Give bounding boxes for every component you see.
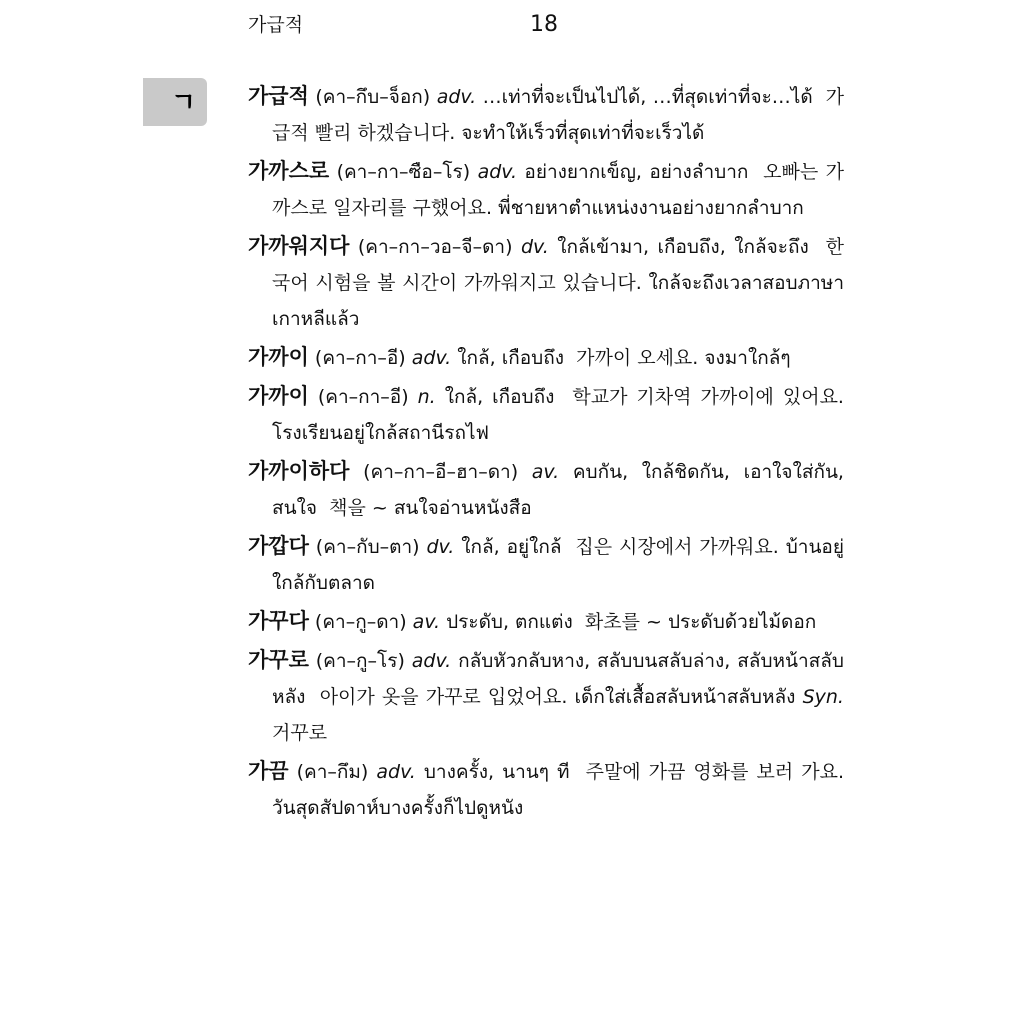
pronunciation: (คา–กา–อี) (317, 386, 409, 408)
example-sentence: 주말에 가끔 영화를 보러 가요. (585, 761, 844, 783)
part-of-speech: adv. (411, 347, 452, 369)
dictionary-entry (248, 378, 844, 451)
meaning: ใกล้, อยู่ใกล้ (461, 536, 562, 558)
headword: 가깝다 (248, 534, 309, 558)
headword: 가급적 (248, 84, 309, 108)
meaning: ประดับ, ตกแต่ง (446, 611, 573, 633)
part-of-speech: dv. (520, 236, 549, 258)
example-translation: โรงเรียนอยู่ใกล้สถานีรถไฟ (272, 422, 489, 444)
pronunciation: (คา–กู–ดา) (314, 611, 407, 633)
example-translation: วันสุดสัปดาห์บางครั้งก็ไปดูหนัง (272, 797, 524, 819)
pronunciation: (คา–กา–อี–ฮา–ดา) (363, 461, 519, 483)
synonym-word: 거꾸로 (272, 722, 328, 744)
headword: 가까스로 (248, 159, 330, 183)
pronunciation: (คา–กับ–ตา) (315, 536, 420, 558)
meaning: ใกล้, เกือบถึง (457, 347, 565, 369)
part-of-speech: adv. (411, 650, 452, 672)
pronunciation: (คา–กึม) (296, 761, 369, 783)
dictionary-entry (248, 603, 844, 640)
meaning: กลับหัวกลับหาง, สลับบนสลับล่าง, สลับหน้าสลับหลัง (272, 650, 844, 708)
dictionary-entry (248, 339, 844, 376)
pronunciation: (คา–กึบ–จ็อก) (315, 86, 431, 108)
headword: 가꾸다 (248, 609, 309, 633)
example-translation: เด็กใส่เสื้อสลับหน้าสลับหลัง (574, 686, 796, 708)
example-sentence: 아이가 옷을 가꾸로 입었어요. (319, 686, 568, 708)
part-of-speech: dv. (426, 536, 455, 558)
part-of-speech: adv. (477, 161, 518, 183)
headword: 가까이 (248, 384, 309, 408)
synonym-label: Syn. (802, 686, 844, 708)
thumb-index-letter: ㄱ (171, 88, 197, 118)
part-of-speech: av. (531, 461, 560, 483)
meaning: บางครั้ง, นานๆ ที (423, 761, 570, 783)
example-sentence: 학교가 기차역 가까이에 있어요. (572, 386, 844, 408)
meaning: อย่างยากเข็ญ, อย่างลำบาก (524, 161, 749, 183)
dictionary-entry (248, 78, 844, 151)
headword: 가끔 (248, 759, 289, 783)
example-sentence: 가급적 빨리 하겠습니다. (272, 86, 845, 144)
example-translation: ประดับด้วยไม้ดอก (667, 611, 817, 633)
dictionary-entry (248, 528, 844, 601)
example-sentence: 집은 시장에서 가까워요. (575, 536, 779, 558)
example-translation: พี่ชายหาตำแหน่งงานอย่างยากลำบาก (498, 197, 804, 219)
dictionary-entry (248, 642, 844, 751)
dictionary-entries (248, 78, 844, 828)
example-translation: สนใจอ่านหนังสือ (393, 497, 532, 519)
meaning: ใกล้เข้ามา, เกือบถึง, ใกล้จะถึง (557, 236, 809, 258)
dictionary-entry (248, 453, 844, 526)
part-of-speech: n. (417, 386, 436, 408)
example-sentence: 가까이 오세요. (576, 347, 699, 369)
example-translation: จะทำให้เร็วที่สุดเท่าที่จะเร็วได้ (461, 122, 705, 144)
example-sentence: 화초를 ~ (584, 611, 662, 633)
page-number: 18 (530, 12, 558, 37)
example-sentence: 오빠는 가까스로 일자리를 구했어요. (272, 161, 844, 219)
example-translation: จงมาใกล้ๆ (704, 347, 791, 369)
example-sentence: 책을 ~ (329, 497, 388, 519)
thumb-index-tab (143, 78, 207, 126)
headword: 가꾸로 (248, 648, 309, 672)
example-sentence: 한국어 시험을 볼 시간이 가까워지고 있습니다. (272, 236, 844, 294)
running-head: 가급적 (248, 14, 304, 36)
example-translation: บ้านอยู่ใกล้กับตลาด (272, 536, 844, 594)
dictionary-entry (248, 228, 844, 337)
pronunciation: (คา–กา–วอ–จี–ดา) (357, 236, 513, 258)
part-of-speech: av. (412, 611, 441, 633)
dictionary-entry (248, 153, 844, 226)
dictionary-entry (248, 753, 844, 826)
headword: 가까이 (248, 345, 309, 369)
meaning: ใกล้, เกือบถึง (444, 386, 555, 408)
example-translation: ใกล้จะถึงเวลาสอบภาษาเกาหลีแล้ว (272, 272, 844, 330)
part-of-speech: adv. (436, 86, 477, 108)
pronunciation: (คา–กา–ซือ–โร) (336, 161, 471, 183)
headword: 가까워지다 (248, 234, 350, 258)
meaning: …เท่าที่จะเป็นไปได้, …ที่สุดเท่าที่จะ…ได้ (482, 86, 813, 108)
pronunciation: (คา–กู–โร) (315, 650, 405, 672)
headword: 가까이하다 (248, 459, 350, 483)
pronunciation: (คา–กา–อี) (314, 347, 406, 369)
part-of-speech: adv. (376, 761, 416, 783)
meaning: คบกัน, ใกล้ชิดกัน, เอาใจใส่กัน, สนใจ (272, 461, 844, 519)
